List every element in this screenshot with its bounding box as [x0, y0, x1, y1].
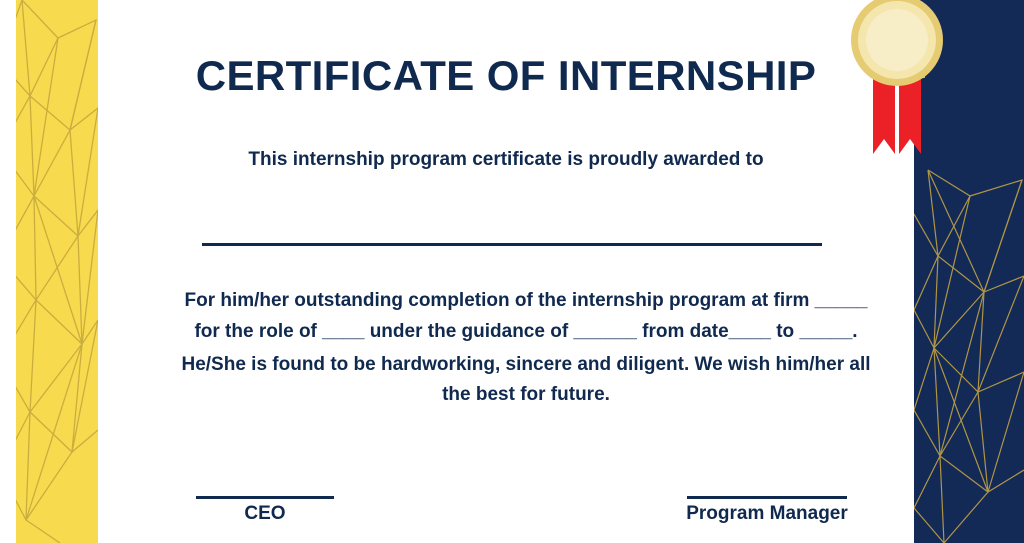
recipient-name-line: [202, 243, 822, 246]
left-white-edge: [0, 0, 16, 543]
signature-block-ceo: [170, 496, 360, 525]
body-paragraph-2: He/She is found to be hardworking, sincere and diligent. We wish him/her all the best for future.: [181, 353, 871, 406]
body-paragraph-1: For him/her outstanding completion of the internship program at firm _____ for the role of ____ under the guidance of ______ from date____ to _____.: [184, 290, 868, 342]
signature-label-program-manager: Program Manager: [686, 503, 848, 524]
signature-label-ceo: CEO: [244, 503, 286, 524]
page-title: CERTIFICATE OF INTERNSHIP: [195, 52, 817, 99]
signature-line-program-manager: [687, 496, 847, 499]
certificate-content: [98, 0, 914, 543]
left-decorative-band: [0, 0, 98, 543]
certificate-subtitle: This internship program certificate is proudly awarded to: [248, 149, 764, 170]
signature-block-program-manager: [642, 496, 892, 525]
signature-line-ceo: [196, 496, 334, 499]
certificate-body: [176, 286, 876, 411]
award-seal-ribbon-icon: [829, 0, 964, 164]
